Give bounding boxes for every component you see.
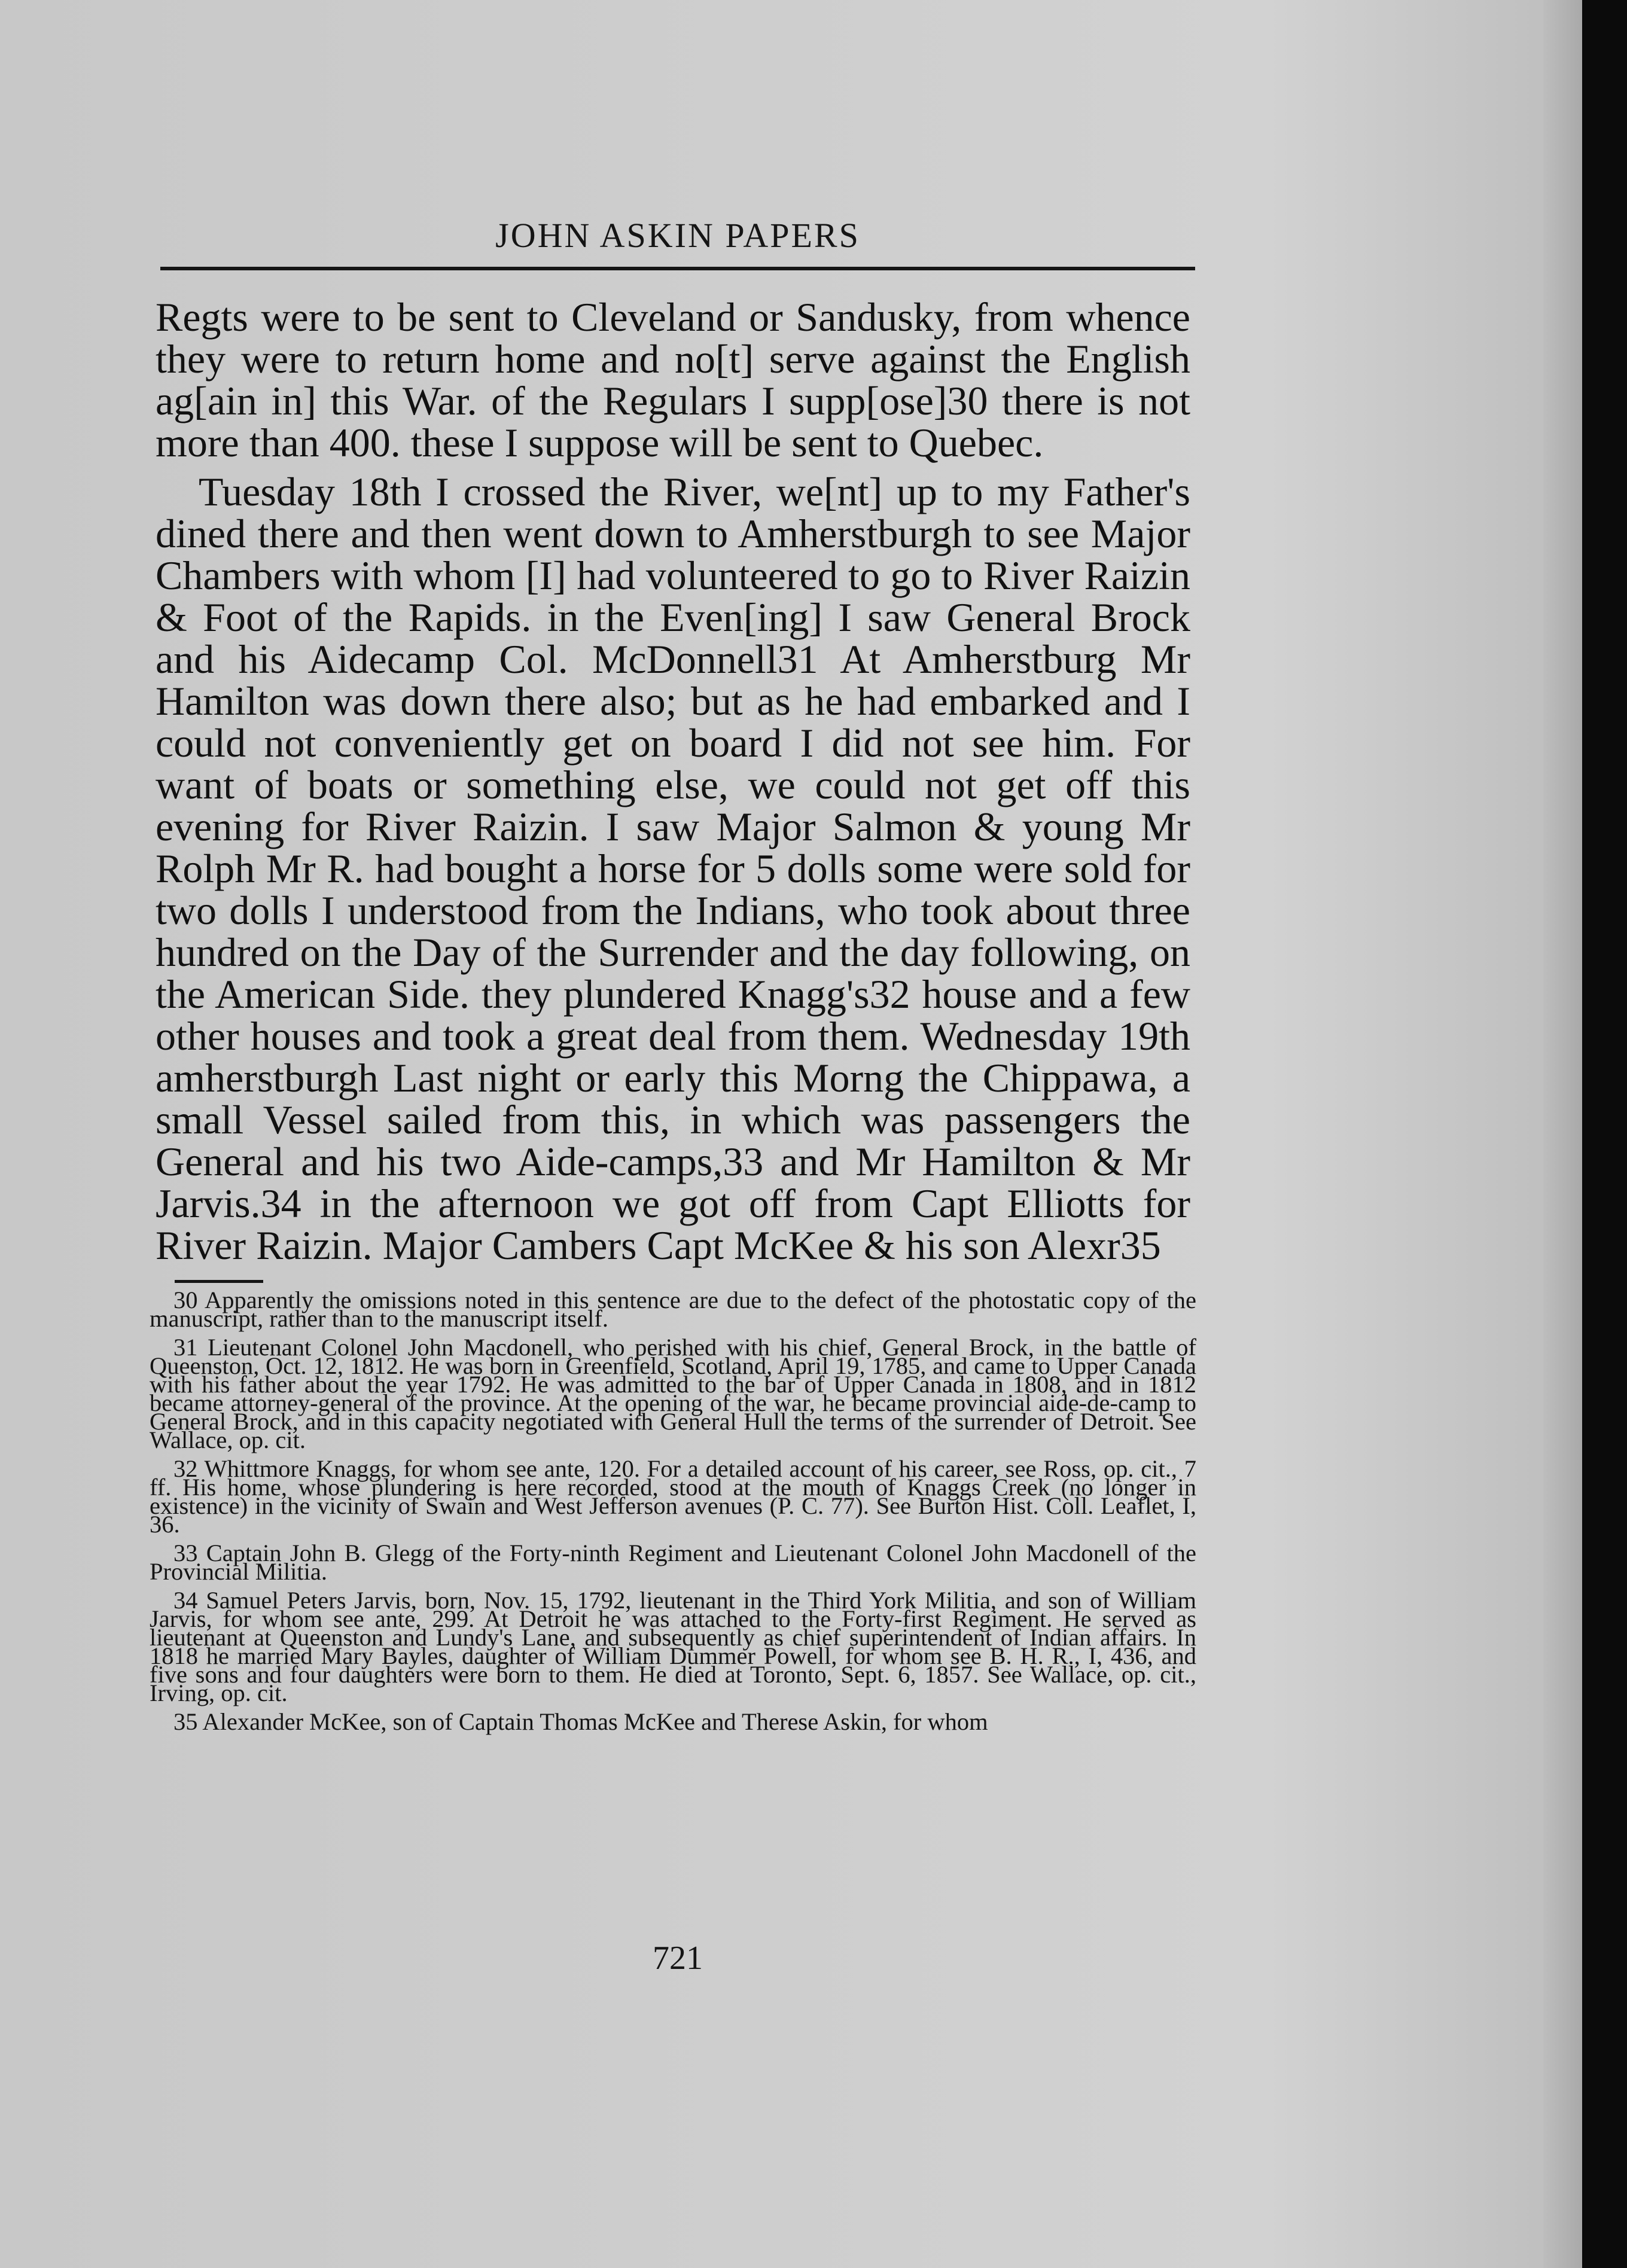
main-text [156, 296, 1190, 1266]
footnote-rule [175, 1280, 263, 1283]
footnote-31: 31 Lieutenant Colonel John Macdonell, who perished with his chief, General Brock, in the battle of Queenston, Oct. 12, 1812. He was born in Greenfield, Scotland, April 19, 1785, and came to Upper Canada with his father about the year 1792. He was admitted to the bar of Upper Canada in 1808, and in 1812 became attorney-general of the province. At the opening of the war, he became provincial aide-de-camp to General Brock, and in this capacity negotiated with General Hull the terms of the surrender of Detroit. See Wallace, op. cit. [150, 1334, 1196, 1453]
footnote-32: 32 Whittmore Knaggs, for whom see ante, 120. For a detailed account of his career, see Ross, op. cit., 7 ff. His home, whose plundering is here recorded, stood at the mouth of Knaggs Creek (no longer in existence) in the vicinity of Swain and West Jefferson avenues (P. C. 77). See Burton Hist. Coll. Leaflet, I, 36. [150, 1455, 1196, 1538]
page-number: 721 [653, 1940, 703, 1977]
page-edge-shadow [1543, 0, 1582, 2268]
header-rule [160, 267, 1195, 270]
footnotes [150, 1287, 1196, 1735]
paragraph-1: Regts were to be sent to Cleveland or Sandusky, from whence they were to return home and no[t] serve against the English ag[ain in] this War. of the Regulars I supp[ose]30 there is not more than 400. these I suppose will be sent to Quebec. [156, 294, 1190, 465]
footnote-34: 34 Samuel Peters Jarvis, born, Nov. 15, 1792, lieutenant in the Third York Militia, and son of William Jarvis, for whom see ante, 299. At Detroit he was attached to the Forty-first Regiment. He served as lieutenant at Queenston and Lundy's Lane, and subsequently as chief superintendent of Indian affairs. In 1818 he married Mary Bayles, daughter of William Dummer Powell, for whom see B. H. R., I, 436, and five sons and four daughters were born to them. He died at Toronto, Sept. 6, 1857. See Wallace, op. cit., Irving, op. cit. [150, 1587, 1196, 1706]
footnote-33: 33 Captain John B. Glegg of the Forty-ninth Regiment and Lieutenant Colonel John Macdonell of the Provincial Militia. [150, 1540, 1196, 1585]
footnote-35: 35 Alexander McKee, son of Captain Thomas McKee and Therese Askin, for whom [173, 1708, 988, 1735]
paragraph-2: Tuesday 18th I crossed the River, we[nt] up to my Father's dined there and then went down to Amherstburgh to see Major Chambers with whom [I] had volunteered to go to River Raizin & Foot of the Rapids. in the Even[ing] I saw General Brock and his Aidecamp Col. McDonnell31 At Amherstburg Mr Hamilton was down there also; but as he had embarked and I could not conveniently get on board I did not see him. For want of boats or something else, we could not get off this evening for River Raizin. I saw Major Salmon & young Mr Rolph Mr R. had bought a horse for 5 dolls some were sold for two dolls I understood from the Indians, who took about three hundred on the Day of the Surrender and the day following, on the American Side. they plundered Knagg's32 house and a few other houses and took a great deal from them. Wednesday 19th amherstburgh Last night or early this Morng the Chippawa, a small Vessel sailed from this, in which was passengers the General and his two Aide-camps,33 and Mr Hamilton & Mr Jarvis.34 in the afternoon we got off from Capt Elliotts for River Raizin. Major Cambers Capt McKee & his son Alexr35 [156, 469, 1190, 1268]
footnote-30: 30 Apparently the omissions noted in this sentence are due to the defect of the photostatic copy of the manuscript, rather than to the manuscript itself. [150, 1287, 1196, 1332]
running-header: JOHN ASKIN PAPERS [495, 216, 860, 255]
